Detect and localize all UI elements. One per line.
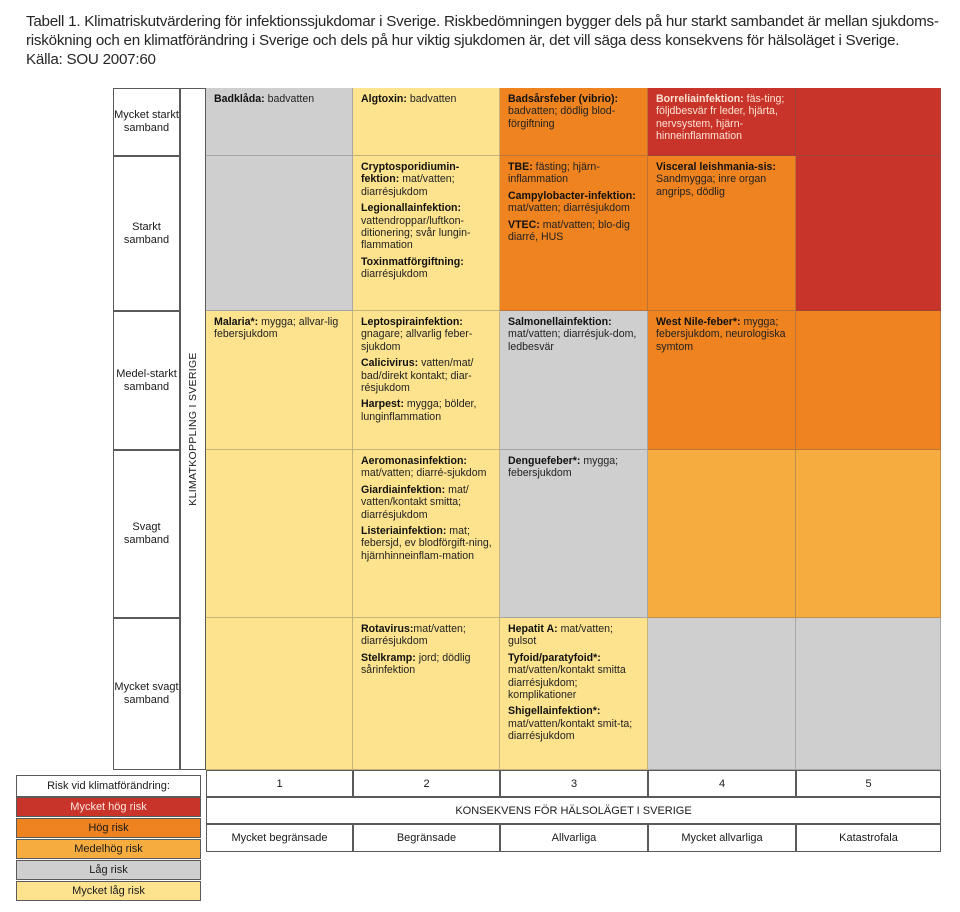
disease-description: mat/vatten; blo-dig diarré, HUS — [508, 218, 630, 244]
disease-entry — [361, 316, 493, 353]
matrix-cell-r5-c4 — [648, 618, 796, 770]
disease-entry — [508, 161, 641, 186]
matrix-cell-r3-c2 — [353, 311, 500, 450]
disease-description: mat/vatten; diarrésjukdom — [361, 623, 466, 648]
disease-entry — [656, 93, 789, 143]
disease-name: Stelkramp: — [361, 651, 416, 664]
matrix-cell-r1-c1 — [206, 88, 353, 156]
disease-entry — [361, 455, 493, 480]
disease-description: mygga; febersjukdom — [508, 455, 619, 480]
matrix-cell-r2-c2 — [353, 156, 500, 311]
x-axis-title: KONSEKVENS FÖR HÄLSOLÄGET I SVERIGE — [206, 797, 941, 824]
disease-name: Borreliainfektion: — [656, 93, 744, 105]
disease-description: diarrésjukdom — [361, 268, 428, 281]
disease-entry — [214, 316, 346, 341]
disease-description: badvatten; dödlig blod-förgiftning — [508, 105, 616, 130]
disease-entry — [508, 652, 641, 702]
disease-name: Tyfoid/paratyfoid*: — [508, 651, 601, 664]
disease-description: Sandmygga; inre organ angrips, dödlig — [656, 173, 767, 198]
disease-name: Legionallainfektion: — [361, 202, 462, 215]
row-label-weak: Svagt samband — [113, 450, 180, 618]
matrix-cell-r4-c3 — [500, 450, 648, 618]
disease-name: Salmonellainfektion: — [508, 316, 612, 328]
disease-description: fäs-ting; följdbesvär fr leder, hjärta, nervsystem, hjärn-hinneinflammation — [656, 93, 785, 143]
y-axis-title-text: KLIMATKOPPLING I SVERIGE — [187, 352, 199, 506]
row-label-strong: Starkt samband — [113, 156, 180, 311]
x-label-4: Mycket allvarliga — [648, 824, 796, 852]
disease-description: mat/ vatten/kontakt smitta; diarrésjukdom — [361, 483, 469, 521]
matrix-cell-r5-c1 — [206, 618, 353, 770]
disease-description: mat/vatten; diarré-sjukdom — [361, 467, 487, 480]
disease-name: Giardiainfektion: — [361, 483, 446, 496]
disease-name: Malaria*: — [214, 316, 259, 328]
legend-title: Risk vid klimatförändring: — [16, 775, 201, 797]
disease-name: Rotavirus: — [361, 623, 414, 635]
row-label-very-weak: Mycket svagt samband — [113, 618, 180, 770]
disease-entry — [508, 705, 641, 742]
disease-name: Campylobacter-infektion: — [508, 189, 636, 202]
disease-description: gnagare; allvarlig feber-sjukdom — [361, 328, 473, 353]
disease-entry — [508, 316, 641, 353]
legend-mid-high: Medelhög risk — [16, 839, 201, 859]
disease-entry — [214, 93, 346, 105]
matrix-cell-r2-c4 — [648, 156, 796, 311]
matrix-cell-r2-c3 — [500, 156, 648, 311]
disease-description: fästing; hjärn-inflammation — [508, 161, 600, 186]
table-caption — [26, 12, 946, 69]
disease-entry — [508, 455, 641, 480]
legend-very-low: Mycket låg risk — [16, 881, 201, 901]
disease-entry — [361, 652, 493, 677]
disease-entry — [656, 161, 789, 198]
disease-entry — [508, 623, 641, 648]
disease-description: mat/vatten/kontakt smit-ta; diarrésjukdom — [508, 717, 633, 743]
disease-name: Leptospirainfektion: — [361, 316, 463, 328]
disease-entry — [361, 398, 493, 423]
disease-name: West Nile-feber*: — [656, 316, 741, 328]
disease-name: Shigellainfektion*: — [508, 705, 601, 718]
matrix-cell-r4-c2 — [353, 450, 500, 618]
disease-entry — [656, 316, 789, 353]
matrix-cell-r4-c4 — [648, 450, 796, 618]
legend-high: Hög risk — [16, 818, 201, 838]
disease-description: vattendroppar/luftkon-ditionering; svår lungin-flammation — [361, 214, 471, 252]
disease-entry — [361, 161, 493, 198]
matrix-cell-r4-c1 — [206, 450, 353, 618]
disease-entry — [508, 190, 641, 215]
disease-name: Badklåda: — [214, 93, 265, 105]
disease-entry — [361, 525, 493, 562]
matrix-cell-r2-c1 — [206, 156, 353, 311]
x-label-2: Begränsade — [353, 824, 500, 852]
caption-line-1: Tabell 1. Klimatriskutvärdering för infektionssjukdomar i Sverige. Riskbedömningen bygger dels på hur starkt sambandet är mellan sjukdoms- — [26, 13, 939, 30]
matrix-cell-r4-c5 — [796, 450, 941, 618]
legend-low: Låg risk — [16, 860, 201, 880]
disease-entry — [508, 219, 641, 244]
disease-description: mygga; allvar-lig febersjukdom — [214, 316, 339, 341]
x-number-1: 1 — [206, 770, 353, 797]
row-label-very-strong: Mycket starkt samband — [113, 88, 180, 156]
matrix-cell-r3-c5 — [796, 311, 941, 450]
disease-name: Hepatit A: — [508, 623, 558, 635]
matrix-cell-r1-c5 — [796, 88, 941, 156]
disease-name: Visceral leishmania-sis: — [656, 161, 776, 173]
disease-description: mygga; bölder, lunginflammation — [361, 398, 477, 423]
disease-name: Toxinmatförgiftning: — [361, 255, 464, 268]
x-number-5: 5 — [796, 770, 941, 797]
matrix-cell-r1-c2 — [353, 88, 500, 156]
disease-name: Calicivirus: — [361, 357, 419, 370]
disease-name: Listeriainfektion: — [361, 525, 447, 538]
disease-name: Denguefeber*: — [508, 455, 581, 467]
disease-description: vatten/mat/ bad/direkt kontakt; diar-résjukdom — [361, 357, 474, 395]
disease-name: Cryptosporidiumin-fektion: — [361, 161, 460, 186]
disease-entry — [361, 357, 493, 394]
caption-line-2: riskökning och en klimatförändring i Sverige och dels på hur viktig sjukdomen är, det vill säga dess konsekvens för hälsoläget i Sverige. — [26, 32, 900, 49]
disease-name: VTEC: — [508, 218, 540, 231]
disease-entry — [361, 256, 493, 281]
disease-entry — [361, 93, 493, 105]
x-number-2: 2 — [353, 770, 500, 797]
matrix-cell-r3-c4 — [648, 311, 796, 450]
disease-description: mygga; febersjukdom, neurologiska symtom — [656, 316, 786, 353]
disease-description: mat/vatten; gulsot — [508, 623, 613, 648]
row-label-medium-strong: Medel-starkt samband — [113, 311, 180, 450]
matrix-cell-r3-c3 — [500, 311, 648, 450]
disease-description: mat; febersjd, ev blodförgift-ning, hjärnhinneinflam-mation — [361, 525, 492, 562]
x-number-4: 4 — [648, 770, 796, 797]
matrix-cell-r2-c5 — [796, 156, 941, 311]
disease-entry — [361, 202, 493, 252]
disease-description: mat/vatten/kontakt smitta diarrésjukdom; komplikationer — [508, 664, 626, 702]
disease-name: Badsårsfeber (vibrio): — [508, 93, 619, 105]
x-label-3: Allvarliga — [500, 824, 648, 852]
disease-name: TBE: — [508, 161, 533, 173]
matrix-cell-r3-c1 — [206, 311, 353, 450]
matrix-cell-r5-c3 — [500, 618, 648, 770]
disease-name: Harpest: — [361, 398, 404, 411]
legend-very-high: Mycket hög risk — [16, 797, 201, 817]
disease-description: mat/vatten; diarrésjukdom — [508, 202, 630, 215]
x-number-3: 3 — [500, 770, 648, 797]
caption-source: Källa: SOU 2007:60 — [26, 51, 156, 68]
disease-entry — [361, 484, 493, 521]
disease-entry — [508, 93, 641, 130]
x-label-1: Mycket begränsade — [206, 824, 353, 852]
disease-description: badvatten — [264, 93, 315, 105]
matrix-cell-r5-c2 — [353, 618, 500, 770]
disease-description: badvatten — [406, 93, 457, 105]
matrix-cell-r1-c3 — [500, 88, 648, 156]
disease-description: mat/vatten; diarrésjukdom — [361, 173, 455, 198]
matrix-cell-r5-c5 — [796, 618, 941, 770]
disease-description: jord; dödlig sårinfektion — [361, 651, 471, 677]
disease-name: Aeromonasinfektion: — [361, 455, 467, 467]
disease-entry — [361, 623, 493, 648]
x-label-5: Katastrofala — [796, 824, 941, 852]
matrix-cell-r1-c4 — [648, 88, 796, 156]
y-axis-title — [180, 88, 206, 770]
disease-name: Algtoxin: — [361, 93, 407, 105]
disease-description: mat/vatten; diarrésjuk-dom, ledbesvär — [508, 328, 637, 353]
